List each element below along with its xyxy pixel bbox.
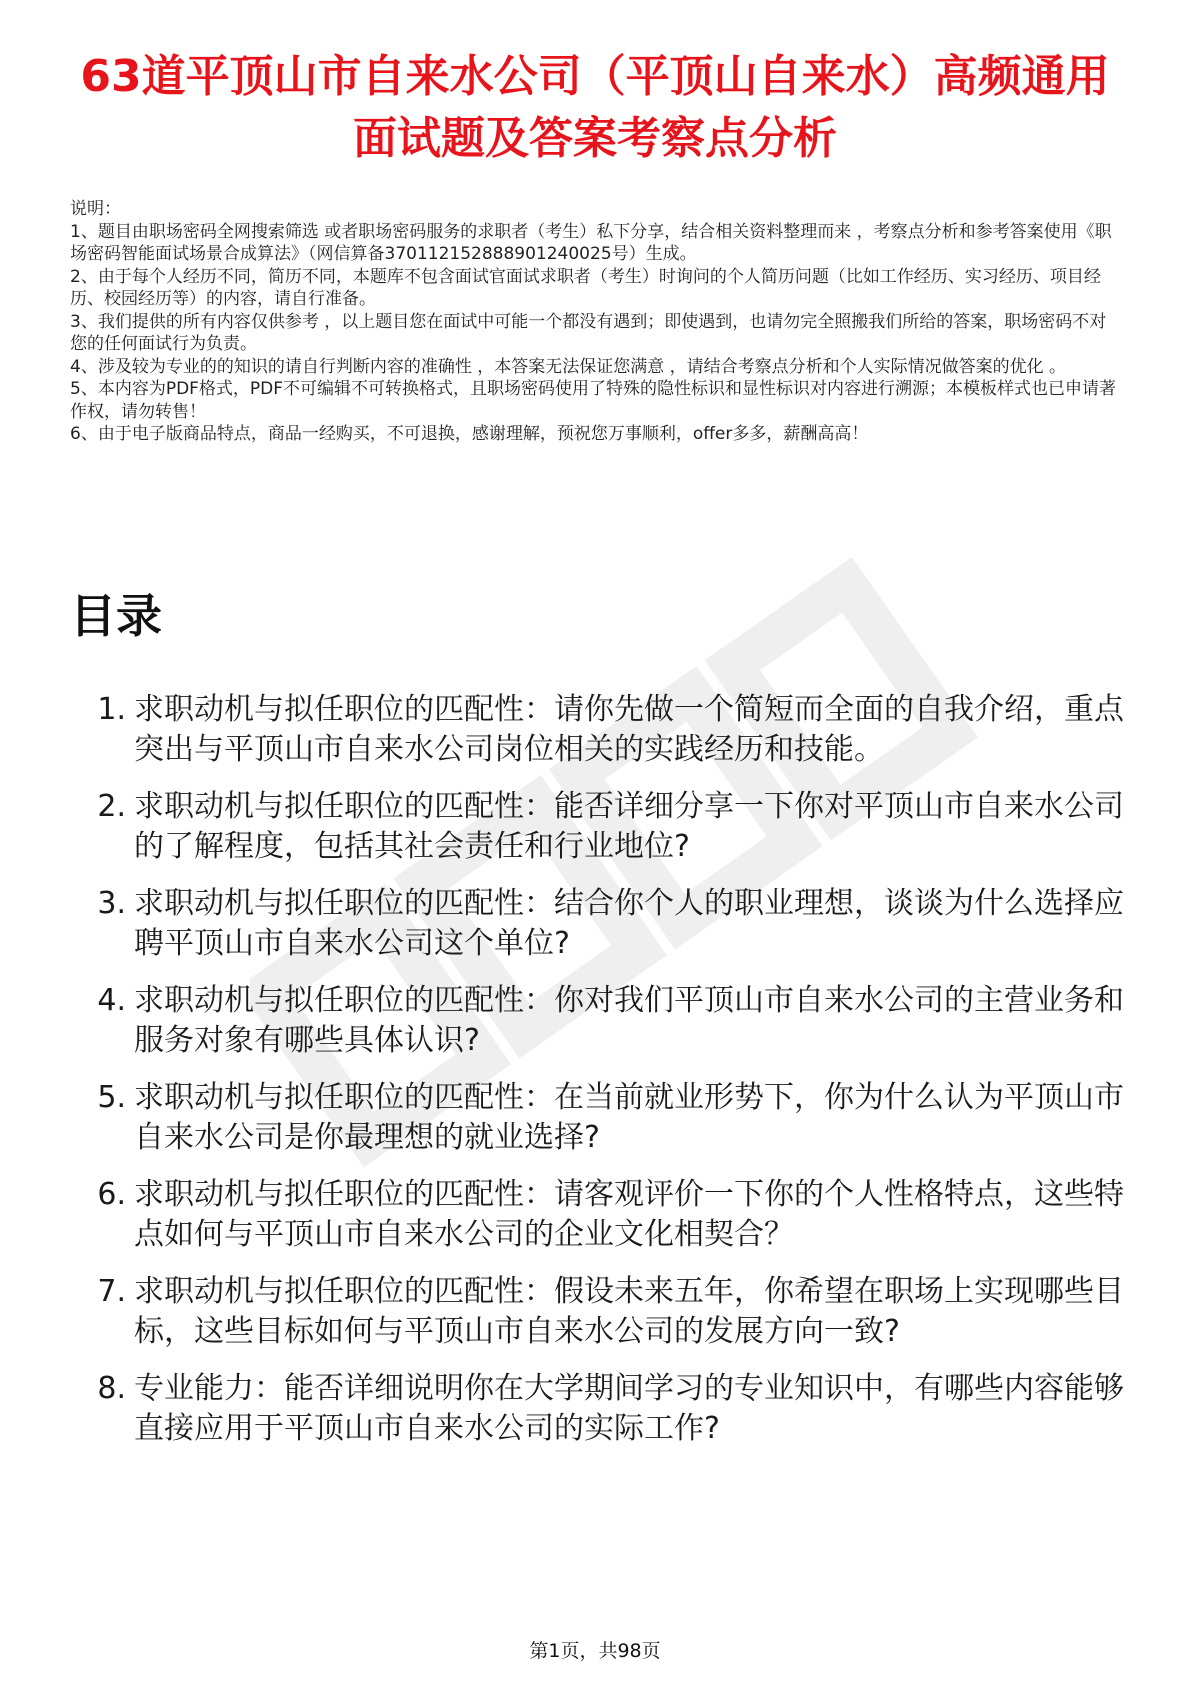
toc-item-number: 6. bbox=[97, 1177, 126, 1212]
toc-item-text: 求职动机与拟任职位的匹配性：假设未来五年，你希望在职场上实现哪些目标，这些目标如何与平顶山市自来水公司的发展方向一致? bbox=[134, 1274, 1124, 1349]
toc-item-text: 求职动机与拟任职位的匹配性：请你先做一个简短而全面的自我介绍，重点突出与平顶山市自来水公司岗位相关的实践经历和技能。 bbox=[134, 692, 1124, 767]
toc-list bbox=[70, 690, 1130, 1466]
toc-item-number: 3. bbox=[97, 886, 126, 921]
document-title: 63道平顶山市自来水公司（平顶山自来水）高频通用面试题及答案考察点分析 bbox=[80, 51, 1110, 164]
notes-heading: 说明： bbox=[70, 199, 121, 219]
toc-item[interactable] bbox=[70, 981, 1130, 1061]
toc-item-text: 求职动机与拟任职位的匹配性：在当前就业形势下，你为什么认为平顶山市自来水公司是你最理想的就业选择? bbox=[134, 1080, 1124, 1155]
toc-item-text: 求职动机与拟任职位的匹配性：能否详细分享一下你对平顶山市自来水公司的了解程度，包括其社会责任和行业地位? bbox=[134, 789, 1124, 864]
page-footer: 第1页，共98页 bbox=[529, 1640, 661, 1662]
toc-item-text: 求职动机与拟任职位的匹配性：你对我们平顶山市自来水公司的主营业务和服务对象有哪些具体认识? bbox=[134, 983, 1124, 1058]
note-item: 5、本内容为PDF格式，PDF不可编辑不可转换格式，且职场密码使用了特殊的隐性标识和显性标识对内容进行溯源；本模板样式也已申请著作权，请勿转售！ bbox=[70, 379, 1117, 422]
note-item: 4、涉及较为专业的的知识的请自行判断内容的准确性 ，本答案无法保证您满意 ，请结合考察点分析和个人实际情况做答案的优化 。 bbox=[70, 356, 1067, 377]
toc-item-number: 2. bbox=[97, 789, 126, 824]
toc-item[interactable] bbox=[70, 1078, 1130, 1158]
toc-item-number: 7. bbox=[97, 1274, 126, 1309]
notes-section bbox=[70, 198, 1120, 446]
note-item: 6、由于电子版商品特点，商品一经购买，不可退换，感谢理解，预祝您万事顺利，offer多多，薪酬高高！ bbox=[70, 424, 869, 444]
note-item: 1、题目由职场密码全网搜索筛选 或者职场密码服务的求职者（考生）私下分享，结合相关资料整理而来 ，考察点分析和参考答案使用《职场密码智能面试场景合成算法》（网信算备370112152888901240025号）生成。 bbox=[70, 221, 1112, 264]
toc-item-number: 4. bbox=[97, 983, 126, 1018]
toc-item-number: 5. bbox=[97, 1080, 126, 1115]
toc-item-text: 求职动机与拟任职位的匹配性：结合你个人的职业理想，谈谈为什么选择应聘平顶山市自来水公司这个单位? bbox=[134, 886, 1124, 961]
toc-item[interactable] bbox=[70, 1369, 1130, 1449]
note-item: 3、我们提供的所有内容仅供参考 ，以上题目您在面试中可能一个都没有遇到；即使遇到，也请勿完全照搬我们所给的答案，职场密码不对您的任何面试行为负责。 bbox=[70, 311, 1107, 354]
toc-item[interactable] bbox=[70, 1272, 1130, 1352]
toc-item[interactable] bbox=[70, 884, 1130, 964]
toc-item-text: 专业能力：能否详细说明你在大学期间学习的专业知识中，有哪些内容能够直接应用于平顶山市自来水公司的实际工作? bbox=[134, 1371, 1124, 1446]
toc-item[interactable] bbox=[70, 787, 1130, 867]
toc-item-text: 求职动机与拟任职位的匹配性：请客观评价一下你的个人性格特点，这些特点如何与平顶山市自来水公司的企业文化相契合？ bbox=[134, 1177, 1124, 1252]
toc-item-number: 8. bbox=[97, 1371, 126, 1406]
note-item: 2、由于每个人经历不同，简历不同，本题库不包含面试官面试求职者（考生）时询问的个人简历问题（比如工作经历、实习经历、项目经历、校园经历等）的内容，请自行准备。 bbox=[70, 266, 1101, 309]
toc-item-number: 1. bbox=[97, 692, 126, 727]
toc-item[interactable] bbox=[70, 1175, 1130, 1255]
toc-item[interactable] bbox=[70, 690, 1130, 770]
toc-heading: 目录 bbox=[70, 589, 162, 643]
